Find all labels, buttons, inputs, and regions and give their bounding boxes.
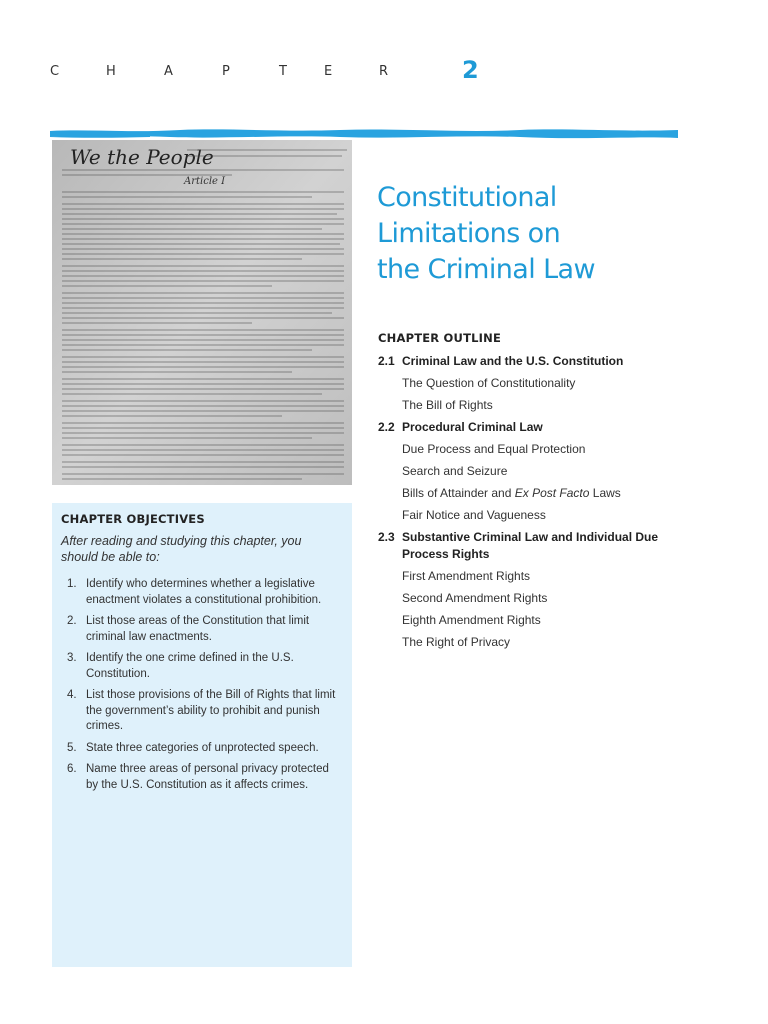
objective-text: Identify the one crime defined in the U.S. Constitution. bbox=[86, 652, 294, 680]
chapter-letter: T bbox=[279, 64, 287, 79]
outline-section bbox=[378, 353, 688, 370]
chapter-objectives-panel bbox=[52, 503, 352, 967]
objectives-intro: After reading and studying this chapter, you should be able to: bbox=[61, 534, 302, 564]
objective-number: 2. bbox=[67, 615, 77, 627]
chapter-title-line: the Criminal Law bbox=[377, 254, 595, 285]
objective-text: List those areas of the Constitution that limit criminal law enactments. bbox=[86, 615, 310, 643]
chapter-letter: H bbox=[106, 64, 116, 79]
objective-text: State three categories of unprotected speech. bbox=[86, 741, 319, 754]
outline-item: Eighth Amendment Rights bbox=[402, 613, 541, 627]
chapter-outline bbox=[378, 331, 688, 656]
outline-item: The Question of Constitutionality bbox=[402, 376, 576, 390]
objective-item bbox=[61, 741, 342, 757]
chapter-letter: A bbox=[164, 64, 173, 79]
objective-item bbox=[61, 577, 342, 608]
chapter-letter: P bbox=[222, 64, 230, 79]
chapter-letter: C bbox=[50, 64, 60, 79]
outline-item: Bills of Attainder and Ex Post Facto Laws bbox=[402, 486, 621, 500]
objective-number: 5. bbox=[67, 741, 77, 754]
objectives-list bbox=[61, 577, 342, 793]
objective-number: 6. bbox=[67, 763, 77, 775]
outline-section-number: 2.1 bbox=[378, 354, 395, 368]
outline-item: The Right of Privacy bbox=[402, 635, 511, 649]
objective-number: 4. bbox=[67, 689, 77, 701]
outline-section-title: Procedural Criminal Law bbox=[402, 420, 543, 434]
outline-item: Second Amendment Rights bbox=[402, 591, 548, 605]
outline-item: Search and Seizure bbox=[402, 464, 508, 478]
article-script: Article I bbox=[184, 176, 226, 187]
outline-section-number: 2.2 bbox=[378, 420, 395, 434]
objectives-heading: CHAPTER OBJECTIVES bbox=[61, 512, 205, 526]
latin-phrase: Ex Post Facto bbox=[514, 486, 590, 500]
outline-item: First Amendment Rights bbox=[402, 569, 531, 583]
objective-item bbox=[61, 688, 342, 735]
objective-number: 1. bbox=[67, 578, 77, 590]
we-the-people-script: We the People bbox=[70, 145, 214, 169]
outline-heading: CHAPTER OUTLINE bbox=[378, 331, 501, 345]
objective-item bbox=[61, 614, 342, 645]
outline-item: Due Process and Equal Protection bbox=[402, 442, 586, 456]
outline-section-number: 2.3 bbox=[378, 530, 395, 544]
chapter-title-line: Constitutional bbox=[377, 182, 557, 213]
chapter-letter: E bbox=[324, 64, 333, 79]
outline-section bbox=[378, 419, 688, 436]
objective-text: Identify who determines whether a legislative enactment violates a constitutional prohibition. bbox=[86, 578, 322, 606]
chapter-number: 2 bbox=[462, 56, 479, 84]
chapter-title-line: Limitations on bbox=[377, 218, 561, 249]
chapter-title bbox=[377, 180, 677, 288]
objective-number: 3. bbox=[67, 652, 77, 664]
objective-text: Name three areas of personal privacy protected by the U.S. Constitution as it affects crimes. bbox=[86, 763, 329, 791]
outline-section bbox=[378, 529, 688, 563]
objective-text: List those provisions of the Bill of Rights that limit the government’s ability to prohibit and punish crimes. bbox=[86, 689, 336, 732]
chapter-letter: R bbox=[379, 64, 389, 79]
outline-section-title: Criminal Law and the U.S. Constitution bbox=[402, 354, 624, 368]
chapter-label bbox=[50, 64, 450, 84]
constitution-document-image bbox=[52, 140, 352, 485]
outline-section-title: Substantive Criminal Law and Individual Due Process Rights bbox=[402, 530, 659, 561]
objective-item bbox=[61, 651, 342, 682]
objective-item bbox=[61, 762, 342, 793]
outline-item: Fair Notice and Vagueness bbox=[402, 508, 546, 522]
outline-item: The Bill of Rights bbox=[402, 398, 493, 412]
